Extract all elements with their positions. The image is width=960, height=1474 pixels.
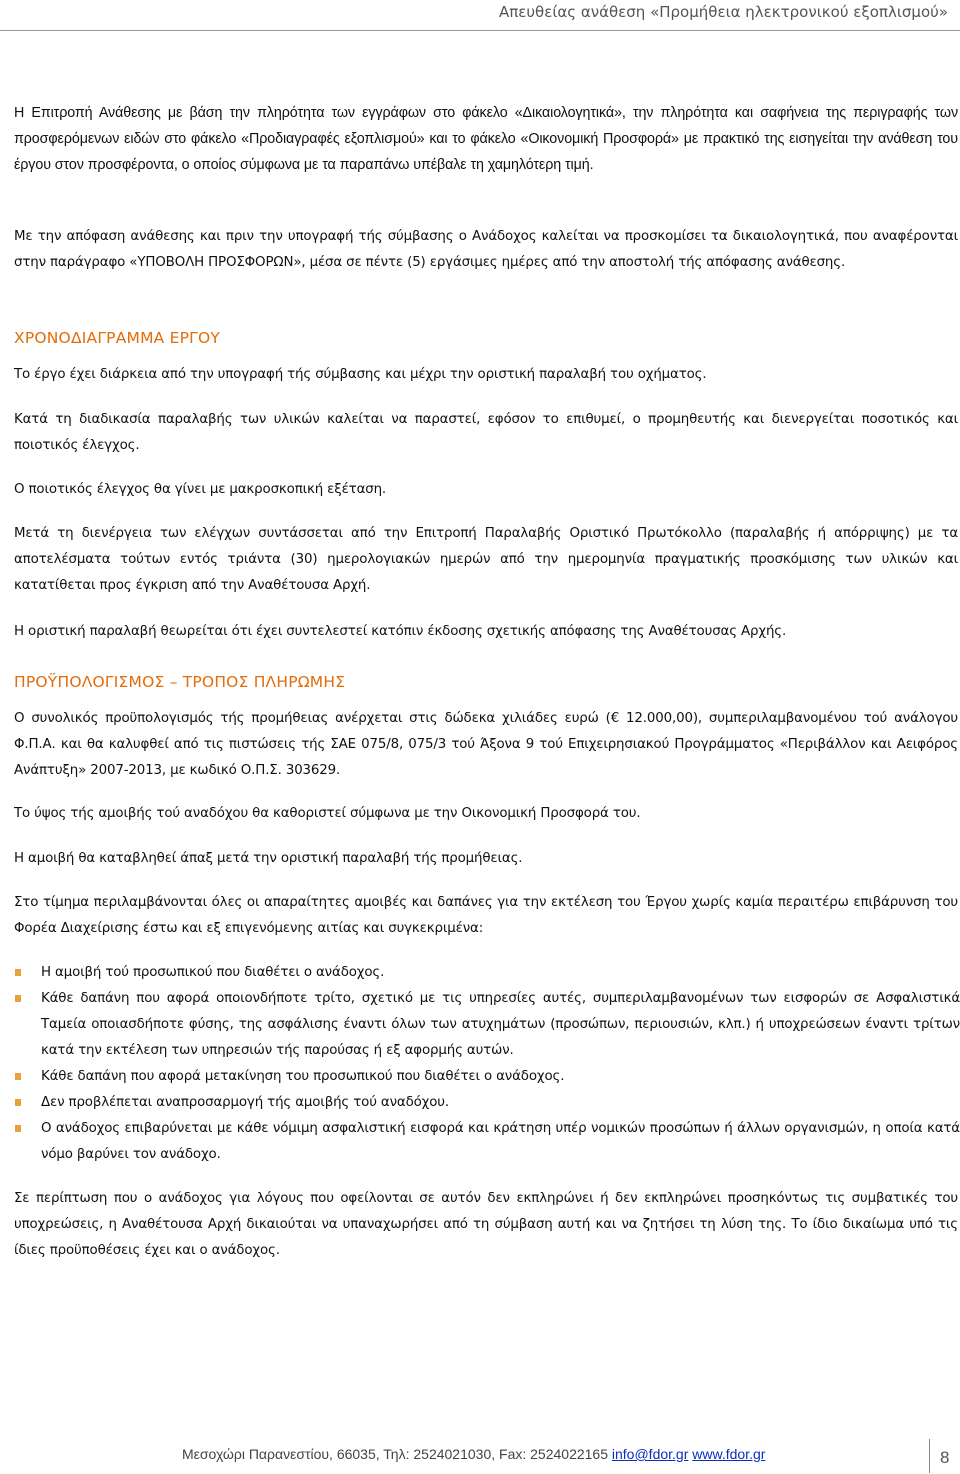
paragraph-receipt-procedure: Κατά τη διαδικασία παραλαβής των υλικών καλείται να παραστεί, εφόσον το επιθυμεί, ο προμηθευτής και διενεργείται ποσοτικός και ποιοτικός έλεγχος. [14, 412, 958, 453]
footer-website-link[interactable]: www.fdor.gr [692, 1446, 766, 1462]
footer-email-link[interactable]: info@fdor.gr [611, 1446, 689, 1462]
list-item: Κάθε δαπάνη που αφορά οποιονδήποτε τρίτο, σχετικό με τις υπηρεσίες αυτές, συμπεριλαμβανομένων των εισφορών σε Ασφαλιστικά Ταμεία οποιασδήποτε φύσης, της ασφάλισης έναντι όλων των ατυχημάτων (προσώπων, περιουσιών, κλπ.) ή υποχρεώσεων έναντι τρίτων κατά την εκτέλεση των υπηρεσιών τής παρούσας ή εξ αφορμής αυτών. [14, 986, 960, 1064]
paragraph-total-budget: Ο συνολικός προϋπολογισμός τής προμήθειας ανέρχεται στις δώδεκα χιλιάδες ευρώ (€ 12.000,00), συμπεριλαμβανομένου τού ανάλογου Φ.Π.Α. και θα καλυφθεί από τις πιστώσεις τής ΣΑΕ 075/8, 075/3 τού Άξονα 9 τού Επιχειρησιακού Προγράμματος «Περιβάλλον και Αειφόρος Ανάπτυξη» 2007-2013, με κωδικό Ο.Π.Σ. 303629. [14, 711, 958, 778]
footer-address: Μεσοχώρι Παρανεστίου, 66035, Τηλ: 2524021030, Fax: 2524022165 [182, 1446, 612, 1462]
paragraph-award-recommendation: Η Επιτροπή Ανάθεσης με βάση την πληρότητα των εγγράφων στο φάκελο «Δικαιολογητικά», την πληρότητα και σαφήνεια της περιγραφής των προσφερόμενων ειδών στο φάκελο «Προδιαγραφές εξοπλισμού» και το φάκελο «Οικονομική Προσφορά» με πρακτικό της εισηγείται την ανάθεση του έργου στον προσφέροντα, ο οποίος σύμφωνα με τα παραπάνω υπέβαλε τη χαμηλότερη τιμή. [14, 105, 958, 173]
bullet-marker-icon [15, 995, 21, 1002]
bullet-marker-icon [15, 1099, 21, 1106]
paragraph-award-documents: Με την απόφαση ανάθεσης και πριν την υπογραφή τής σύμβασης ο Ανάδοχος καλείται να προσκομίσει τα δικαιολογητικά, που αναφέρονται στην παράγραφο «ΥΠΟΒΟΛΗ ΠΡΟΣΦΟΡΩΝ», μέσα σε πέντε (5) εργάσιμες ημέρες από την αποστολή τής απόφασης ανάθεσης. [14, 229, 958, 270]
bullet-marker-icon [15, 969, 21, 976]
paragraph-price-includes: Στο τίμημα περιλαμβάνονται όλες οι απαραίτητες αμοιβές και δαπάνες για την εκτέλεση του Έργου χωρίς καμία περαιτέρω επιβάρυνση του Φορέα Διαχείρισης έστω και εξ επιγενόμενης αιτίας και συγκεκριμένα: [14, 895, 958, 936]
paragraph-fee-amount: Το ύψος τής αμοιβής τού αναδόχου θα καθοριστεί σύμφωνα με την Οικονομική Προσφορά του. [14, 806, 641, 821]
paragraph-quality-check: Ο ποιοτικός έλεγχος θα γίνει με μακροσκοπική εξέταση. [14, 482, 387, 497]
bullet-marker-icon [15, 1125, 21, 1132]
list-item: Δεν προβλέπεται αναπροσαρμογή τής αμοιβής τού αναδόχου. [14, 1090, 960, 1116]
list-item: Ο ανάδοχος επιβαρύνεται με κάθε νόμιμη ασφαλιστική εισφορά και κράτηση υπέρ νομικών προσώπων ή άλλων οργανισμών, η οποία κατά νόμο βαρύνει τον ανάδοχο. [14, 1116, 960, 1168]
document-body [14, 0, 960, 1430]
heading-budget-payment: ΠΡΟΫΠΟΛΟΓΙΣΜΟΣ – ΤΡΟΠΟΣ ΠΛΗΡΩΜΗΣ [14, 673, 346, 691]
heading-schedule: ΧΡΟΝΟΔΙΑΓΡΑΜΜΑ ΕΡΓΟΥ [14, 329, 221, 347]
footer-contact [182, 1446, 765, 1462]
list-item: Κάθε δαπάνη που αφορά μετακίνηση του προσωπικού που διαθέτει ο ανάδοχος. [14, 1064, 960, 1090]
paragraph-duration: Το έργο έχει διάρκεια από την υπογραφή τής σύμβασης και μέχρι την οριστική παραλαβή του οχήματος. [14, 367, 707, 382]
list-item: Η αμοιβή τού προσωπικού που διαθέτει ο ανάδοχος. [14, 960, 960, 986]
header-title: Απευθείας ανάθεση «Προμήθεια ηλεκτρονικού εξοπλισμού» [498, 3, 948, 21]
paragraph-withdrawal: Σε περίπτωση που ο ανάδοχος για λόγους που οφείλονται σε αυτόν δεν εκπληρώνει ή δεν εκπληρώνει προσηκόντως τις συμβατικές του υποχρεώσεις, η Αναθέτουσα Αρχή δικαιούται να υπαναχωρήσει από τη σύμβαση αυτή και να ζητήσει τη λύση της. Το ίδιο δικαίωμα υπό τις ίδιες προϋποθέσεις έχει και ο ανάδοχος. [14, 1191, 958, 1258]
paragraph-payment-once: Η αμοιβή θα καταβληθεί άπαξ μετά την οριστική παραλαβή τής προμήθειας. [14, 851, 523, 866]
bullet-marker-icon [15, 1073, 21, 1080]
page-number: 8 [940, 1448, 950, 1467]
paragraph-final-acceptance: Η οριστική παραλαβή θεωρείται ότι έχει συντελεστεί κατόπιν έκδοσης σχετικής απόφασης της Αναθέτουσας Αρχής. [14, 624, 787, 639]
included-costs-list [14, 960, 960, 1168]
paragraph-final-protocol: Μετά τη διενέργεια των ελέγχων συντάσσεται από την Επιτροπή Παραλαβής Οριστικό Πρωτόκολλο (παραλαβής ή απόρριψης) με τα αποτελέσματα τούτων εντός τριάντα (30) ημερολογιακών ημερών από την ημερομηνία πραγματικής προσκόμισης των υλικών και κατατίθεται προς έγκριση από την Αναθέτουσα Αρχή. [14, 526, 958, 593]
page-number-divider [929, 1439, 930, 1473]
